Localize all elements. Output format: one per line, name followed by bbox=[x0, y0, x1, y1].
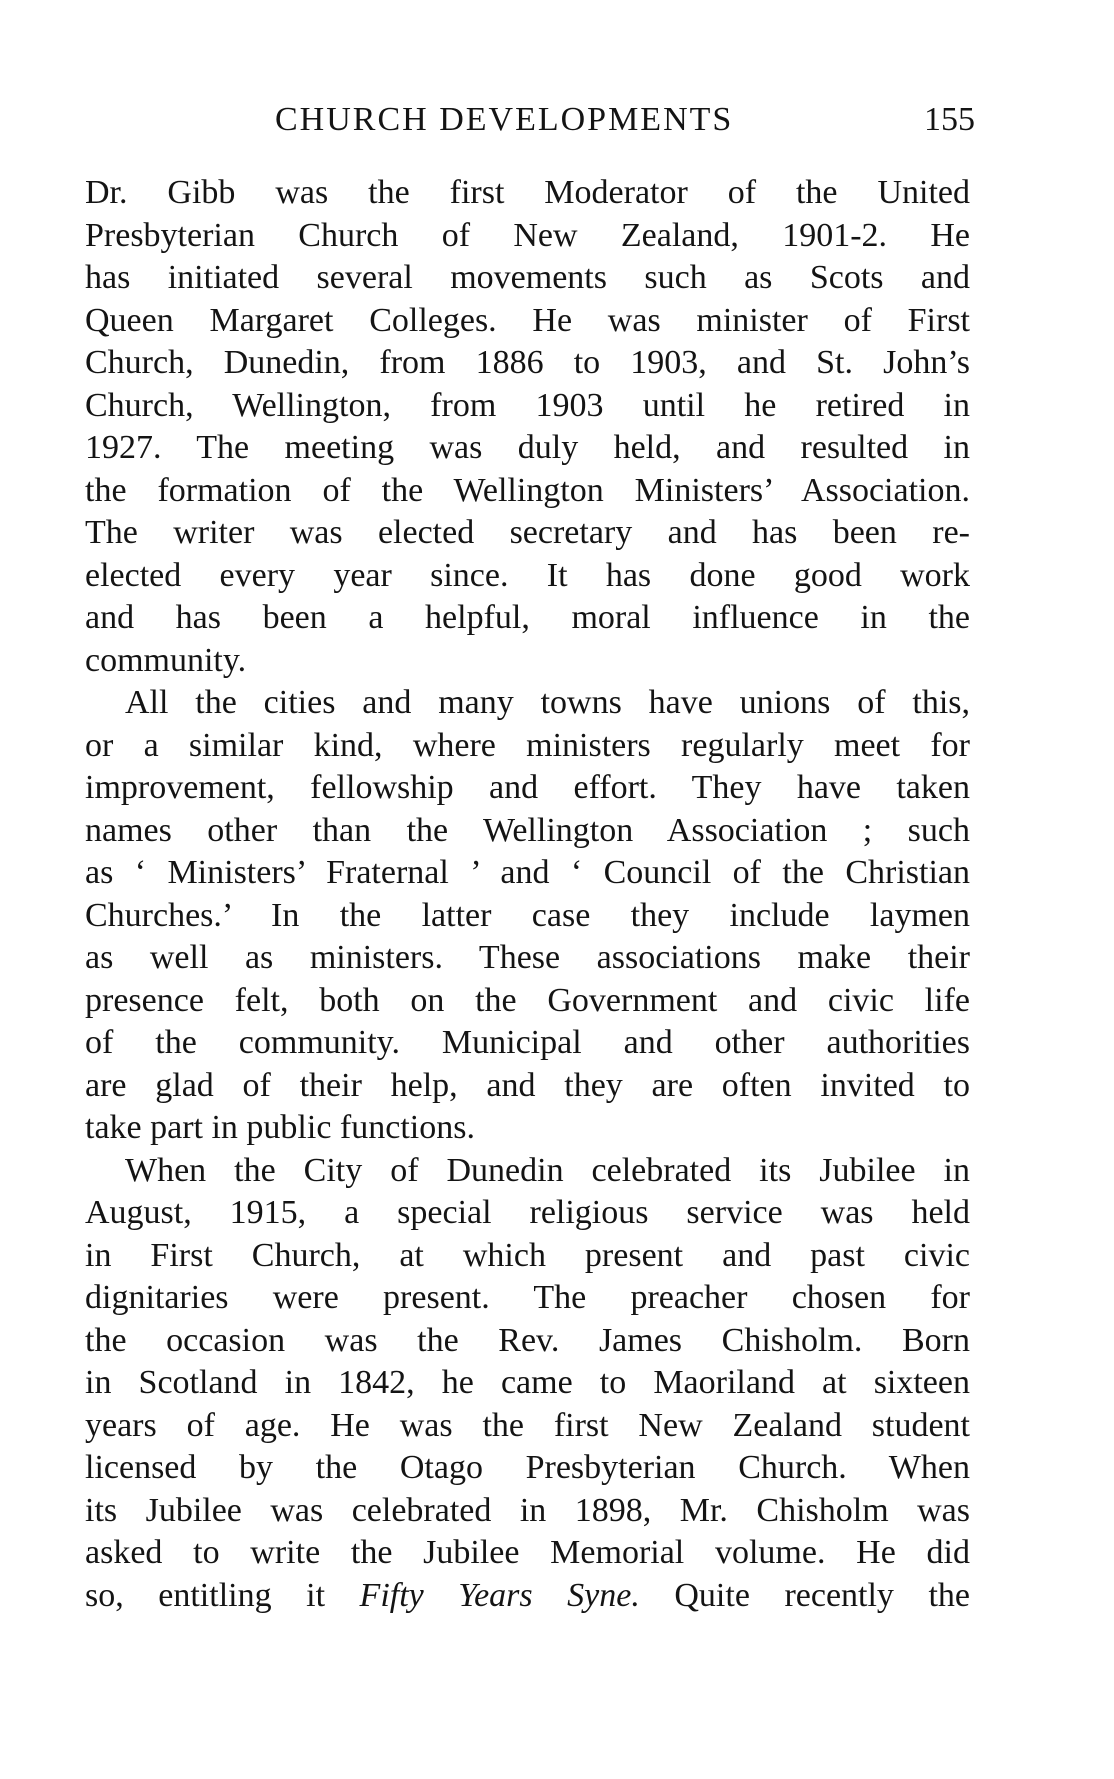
text-line: 1927. The meeting was duly held, and resulted in bbox=[85, 429, 970, 466]
text-run: so, entitling it bbox=[85, 1576, 360, 1614]
running-title: CHURCH DEVELOPMENTS bbox=[275, 101, 734, 138]
book-title-italic: Fifty Years Syne. bbox=[359, 1576, 640, 1614]
paragraph-moderator bbox=[85, 172, 970, 682]
text-line: the occasion was the Rev. James Chisholm. Born bbox=[85, 1321, 970, 1359]
text-line: as well as ministers. These associations make their bbox=[85, 939, 970, 976]
text-line: Presbyterian Church of New Zealand, 1901-2. He bbox=[85, 216, 970, 254]
text-line: dignitaries were present. The preacher chosen for bbox=[85, 1279, 970, 1316]
text-line: Church, Wellington, from 1903 until he retired in bbox=[85, 386, 970, 424]
text-line: asked to write the Jubilee Memorial volume. He did bbox=[85, 1534, 970, 1571]
text-line: presence felt, both on the Government and civic life bbox=[85, 981, 970, 1019]
running-head bbox=[85, 95, 975, 145]
text-run: Quite recently the bbox=[639, 1576, 970, 1614]
paragraph-jubilee bbox=[85, 1150, 970, 1618]
text-line: the formation of the Wellington Ministers’ Association. bbox=[85, 471, 970, 509]
text-line: in First Church, at which present and past civic bbox=[85, 1236, 970, 1274]
text-line: Dr. Gibb was the first Moderator of the United bbox=[85, 174, 970, 211]
text-line: or a similar kind, where ministers regularly meet for bbox=[85, 726, 970, 764]
paragraph-unions bbox=[85, 682, 970, 1150]
text-line: of the community. Municipal and other authorities bbox=[85, 1024, 970, 1061]
text-line: years of age. He was the first New Zealand student bbox=[85, 1406, 970, 1444]
text-line: its Jubilee was celebrated in 1898, Mr. Chisholm was bbox=[85, 1491, 970, 1529]
text-line: names other than the Wellington Association ; such bbox=[85, 811, 970, 849]
text-line: Churches.’ In the latter case they include laymen bbox=[85, 896, 970, 934]
text-line: Church, Dunedin, from 1886 to 1903, and St. John’s bbox=[85, 344, 970, 381]
text-line: community. bbox=[85, 641, 247, 679]
text-line: take part in public functions. bbox=[85, 1109, 475, 1146]
text-line: Queen Margaret Colleges. He was minister of First bbox=[85, 301, 970, 339]
text-line-final bbox=[85, 1575, 970, 1618]
text-line: elected every year since. It has done good work bbox=[85, 556, 970, 594]
text-line: and has been a helpful, moral influence in the bbox=[85, 599, 970, 636]
text-line: August, 1915, a special religious service was held bbox=[85, 1194, 970, 1231]
text-line: licensed by the Otago Presbyterian Church. When bbox=[85, 1449, 970, 1486]
text-line: All the cities and many towns have unions of this, bbox=[125, 684, 970, 721]
body-text bbox=[85, 172, 970, 1617]
text-line: When the City of Dunedin celebrated its Jubilee in bbox=[125, 1151, 970, 1189]
text-line: in Scotland in 1842, he came to Maoriland at sixteen bbox=[85, 1364, 970, 1401]
text-line: are glad of their help, and they are often invited to bbox=[85, 1066, 970, 1104]
text-line: has initiated several movements such as Scots and bbox=[85, 259, 970, 296]
text-line: The writer was elected secretary and has been re- bbox=[85, 514, 970, 551]
text-line: as ‘ Ministers’ Fraternal ’ and ‘ Council of the Christian bbox=[85, 854, 970, 891]
text-line: improvement, fellowship and effort. They have taken bbox=[85, 769, 970, 806]
page-number: 155 bbox=[924, 101, 975, 138]
